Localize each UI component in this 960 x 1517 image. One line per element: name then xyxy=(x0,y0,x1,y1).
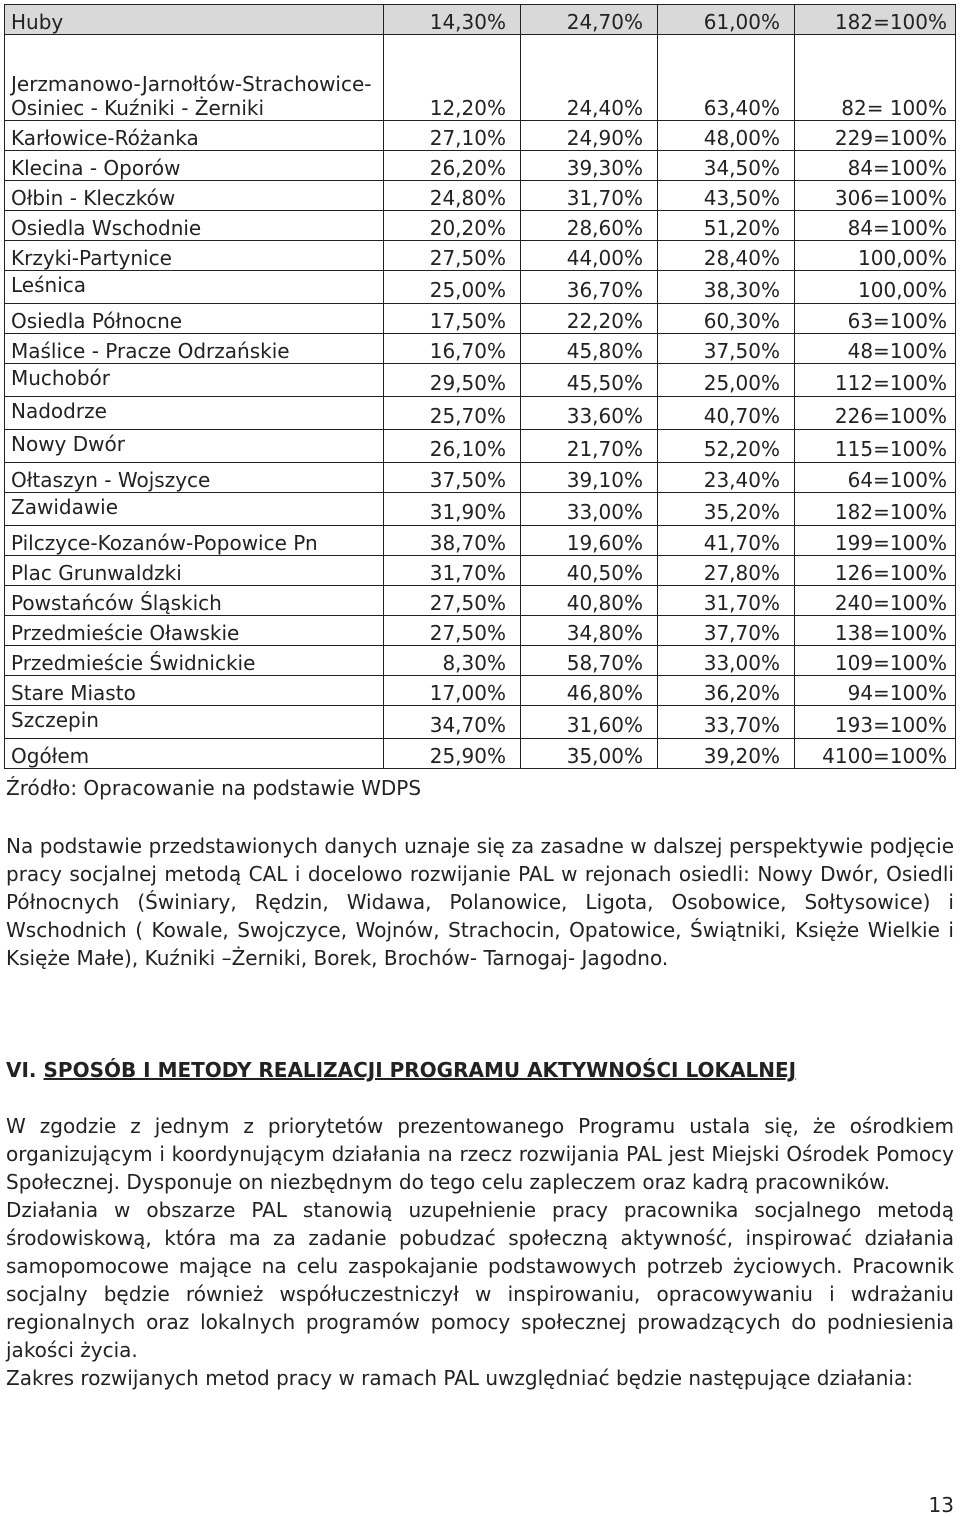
value-cell-2: 44,00% xyxy=(521,241,658,271)
value-cell-2: 24,90% xyxy=(521,121,658,151)
table-row xyxy=(5,211,956,241)
value-cell-3: 27,80% xyxy=(658,556,795,586)
district-name-cell: Krzyki-Partynice xyxy=(5,241,384,271)
value-cell-3: 61,00% xyxy=(658,5,795,35)
total-cell: 84=100% xyxy=(795,211,956,241)
value-cell-2: 35,00% xyxy=(521,739,658,769)
value-cell-1: 25,00% xyxy=(384,271,521,304)
section-heading xyxy=(6,1056,796,1084)
district-name-cell: Powstańców Śląskich xyxy=(5,586,384,616)
total-cell: 199=100% xyxy=(795,526,956,556)
district-name-cell: Muchobór xyxy=(5,364,384,397)
total-cell: 112=100% xyxy=(795,364,956,397)
section-paragraph-3: Zakres rozwijanych metod pracy w ramach PAL uwzględniać będzie następujące działania: xyxy=(6,1366,913,1390)
total-cell: 126=100% xyxy=(795,556,956,586)
total-cell: 100,00% xyxy=(795,271,956,304)
value-cell-1: 8,30% xyxy=(384,646,521,676)
value-cell-2: 46,80% xyxy=(521,676,658,706)
value-cell-3: 52,20% xyxy=(658,430,795,463)
table-row xyxy=(5,586,956,616)
table-row xyxy=(5,430,956,463)
table-body xyxy=(5,5,956,769)
value-cell-3: 31,70% xyxy=(658,586,795,616)
district-name-cell: Przedmieście Świdnickie xyxy=(5,646,384,676)
table-source-note: Źródło: Opracowanie na podstawie WDPS xyxy=(6,776,422,800)
table-row xyxy=(5,556,956,586)
total-cell: 94=100% xyxy=(795,676,956,706)
table-row xyxy=(5,121,956,151)
total-cell: 193=100% xyxy=(795,706,956,739)
district-name-cell: Pilczyce-Kozanów-Popowice Pn xyxy=(5,526,384,556)
value-cell-1: 31,90% xyxy=(384,493,521,526)
total-cell: 138=100% xyxy=(795,616,956,646)
district-name-cell: Klecina - Oporów xyxy=(5,151,384,181)
value-cell-3: 48,00% xyxy=(658,121,795,151)
value-cell-1: 26,20% xyxy=(384,151,521,181)
value-cell-3: 33,00% xyxy=(658,646,795,676)
section-paragraph-1: W zgodzie z jednym z priorytetów prezentowanego Programu ustala się, że ośrodkiem organizującym i koordynującym działania na rzecz rozwijania PAL jest Miejski Ośrodek Pomocy Społecznej. Dysponuje on niezbędnym do tego celu zapleczem oraz kadrą pracowników. xyxy=(6,1114,954,1194)
total-cell: 229=100% xyxy=(795,121,956,151)
value-cell-1: 26,10% xyxy=(384,430,521,463)
total-cell: 226=100% xyxy=(795,397,956,430)
section-number: VI. xyxy=(6,1058,37,1082)
district-name-cell: Szczepin xyxy=(5,706,384,739)
section-paragraph-2: Działania w obszarze PAL stanowią uzupełnienie pracy pracownika socjalnego metodą środowiskową, która ma za zadanie pobudzać społeczną aktywność, inspirować działania samopomocowe mające na celu zaspokajanie podstawowych potrzeb życiowych. Pracownik socjalny będzie również współuczestniczył w inspirowaniu, opracowywaniu i wdrażaniu regionalnych oraz lokalnych programów pomocy społecznej prowadzących do podniesienia jakości życia. xyxy=(6,1198,954,1362)
value-cell-2: 22,20% xyxy=(521,304,658,334)
value-cell-2: 33,60% xyxy=(521,397,658,430)
total-cell: 115=100% xyxy=(795,430,956,463)
table-row xyxy=(5,5,956,35)
district-name-cell: Ogółem xyxy=(5,739,384,769)
total-cell: 63=100% xyxy=(795,304,956,334)
value-cell-1: 27,50% xyxy=(384,586,521,616)
value-cell-3: 35,20% xyxy=(658,493,795,526)
table-row xyxy=(5,181,956,211)
value-cell-3: 34,50% xyxy=(658,151,795,181)
value-cell-3: 23,40% xyxy=(658,463,795,493)
table-row xyxy=(5,334,956,364)
district-name-cell: Osiedla Północne xyxy=(5,304,384,334)
value-cell-3: 25,00% xyxy=(658,364,795,397)
value-cell-3: 36,20% xyxy=(658,676,795,706)
district-name-cell: Zawidawie xyxy=(5,493,384,526)
value-cell-1: 37,50% xyxy=(384,463,521,493)
total-cell: 4100=100% xyxy=(795,739,956,769)
value-cell-1: 20,20% xyxy=(384,211,521,241)
district-name-cell: Leśnica xyxy=(5,271,384,304)
value-cell-2: 39,30% xyxy=(521,151,658,181)
value-cell-2: 24,70% xyxy=(521,5,658,35)
total-cell: 100,00% xyxy=(795,241,956,271)
table-row xyxy=(5,646,956,676)
section-title: SPOSÓB I METODY REALIZACJI PROGRAMU AKTYWNOŚCI LOKALNEJ xyxy=(43,1058,797,1082)
value-cell-2: 45,80% xyxy=(521,334,658,364)
value-cell-1: 25,70% xyxy=(384,397,521,430)
table-row xyxy=(5,493,956,526)
value-cell-1: 29,50% xyxy=(384,364,521,397)
value-cell-1: 12,20% xyxy=(384,35,521,121)
section-body xyxy=(6,1112,954,1392)
conclusion-paragraph: Na podstawie przedstawionych danych uznaje się za zasadne w dalszej perspektywie podjęcie pracy socjalnej metodą CAL i docelowo rozwijanie PAL w rejonach osiedli: Nowy Dwór, Osiedli Północnych (Świniary, Rędzin, Widawa, Polanowice, Ligota, Osobowice, Sołtysowice) i Wschodnich ( Kowale, Swojczyce, Wojnów, Strachocin, Opatowice, Świątniki, Księże Wielkie i Księże Małe), Kuźniki –Żerniki, Borek, Brochów- Tarnogaj- Jagodno. xyxy=(6,834,954,970)
value-cell-1: 27,50% xyxy=(384,241,521,271)
value-cell-1: 34,70% xyxy=(384,706,521,739)
value-cell-1: 24,80% xyxy=(384,181,521,211)
total-cell: 240=100% xyxy=(795,586,956,616)
total-cell: 48=100% xyxy=(795,334,956,364)
value-cell-3: 28,40% xyxy=(658,241,795,271)
value-cell-2: 34,80% xyxy=(521,616,658,646)
value-cell-2: 21,70% xyxy=(521,430,658,463)
value-cell-2: 19,60% xyxy=(521,526,658,556)
district-name-cell: Nowy Dwór xyxy=(5,430,384,463)
value-cell-1: 38,70% xyxy=(384,526,521,556)
value-cell-2: 31,60% xyxy=(521,706,658,739)
table-row xyxy=(5,364,956,397)
value-cell-2: 45,50% xyxy=(521,364,658,397)
total-cell: 182=100% xyxy=(795,493,956,526)
district-name-cell: Ołtaszyn - Wojszyce xyxy=(5,463,384,493)
value-cell-1: 25,90% xyxy=(384,739,521,769)
value-cell-2: 28,60% xyxy=(521,211,658,241)
value-cell-1: 17,00% xyxy=(384,676,521,706)
value-cell-3: 43,50% xyxy=(658,181,795,211)
value-cell-1: 16,70% xyxy=(384,334,521,364)
table-row xyxy=(5,463,956,493)
district-name-cell: Stare Miasto xyxy=(5,676,384,706)
table-row xyxy=(5,739,956,769)
value-cell-3: 60,30% xyxy=(658,304,795,334)
district-name-cell: Ołbin - Kleczków xyxy=(5,181,384,211)
table-row xyxy=(5,616,956,646)
value-cell-3: 40,70% xyxy=(658,397,795,430)
value-cell-3: 37,70% xyxy=(658,616,795,646)
total-cell: 82= 100% xyxy=(795,35,956,121)
value-cell-2: 40,50% xyxy=(521,556,658,586)
table-row xyxy=(5,151,956,181)
table-row xyxy=(5,241,956,271)
table-row xyxy=(5,304,956,334)
value-cell-2: 24,40% xyxy=(521,35,658,121)
value-cell-3: 37,50% xyxy=(658,334,795,364)
district-name-cell: Przedmieście Oławskie xyxy=(5,616,384,646)
value-cell-2: 33,00% xyxy=(521,493,658,526)
value-cell-2: 36,70% xyxy=(521,271,658,304)
table-row xyxy=(5,706,956,739)
total-cell: 109=100% xyxy=(795,646,956,676)
value-cell-3: 39,20% xyxy=(658,739,795,769)
page-number: 13 xyxy=(928,1493,954,1517)
total-cell: 64=100% xyxy=(795,463,956,493)
table-row xyxy=(5,271,956,304)
value-cell-1: 14,30% xyxy=(384,5,521,35)
value-cell-3: 51,20% xyxy=(658,211,795,241)
district-name-cell: Osiedla Wschodnie xyxy=(5,211,384,241)
total-cell: 182=100% xyxy=(795,5,956,35)
table-row xyxy=(5,676,956,706)
district-name-cell: Plac Grunwaldzki xyxy=(5,556,384,586)
district-name-cell: Karłowice-Różanka xyxy=(5,121,384,151)
district-statistics-table xyxy=(4,4,956,769)
district-name-cell: Maślice - Pracze Odrzańskie xyxy=(5,334,384,364)
total-cell: 84=100% xyxy=(795,151,956,181)
total-cell: 306=100% xyxy=(795,181,956,211)
table-row xyxy=(5,397,956,430)
value-cell-2: 58,70% xyxy=(521,646,658,676)
value-cell-2: 31,70% xyxy=(521,181,658,211)
district-name-cell: Huby xyxy=(5,5,384,35)
value-cell-3: 41,70% xyxy=(658,526,795,556)
table-row xyxy=(5,526,956,556)
district-name-cell: Nadodrze xyxy=(5,397,384,430)
value-cell-3: 38,30% xyxy=(658,271,795,304)
district-name-cell: Jerzmanowo-Jarnołtów-Strachowice-Osiniec - Kuźniki - Żerniki xyxy=(5,35,384,121)
value-cell-1: 31,70% xyxy=(384,556,521,586)
value-cell-3: 63,40% xyxy=(658,35,795,121)
value-cell-1: 27,50% xyxy=(384,616,521,646)
table-row xyxy=(5,35,956,121)
value-cell-1: 17,50% xyxy=(384,304,521,334)
value-cell-2: 40,80% xyxy=(521,586,658,616)
value-cell-3: 33,70% xyxy=(658,706,795,739)
value-cell-2: 39,10% xyxy=(521,463,658,493)
value-cell-1: 27,10% xyxy=(384,121,521,151)
